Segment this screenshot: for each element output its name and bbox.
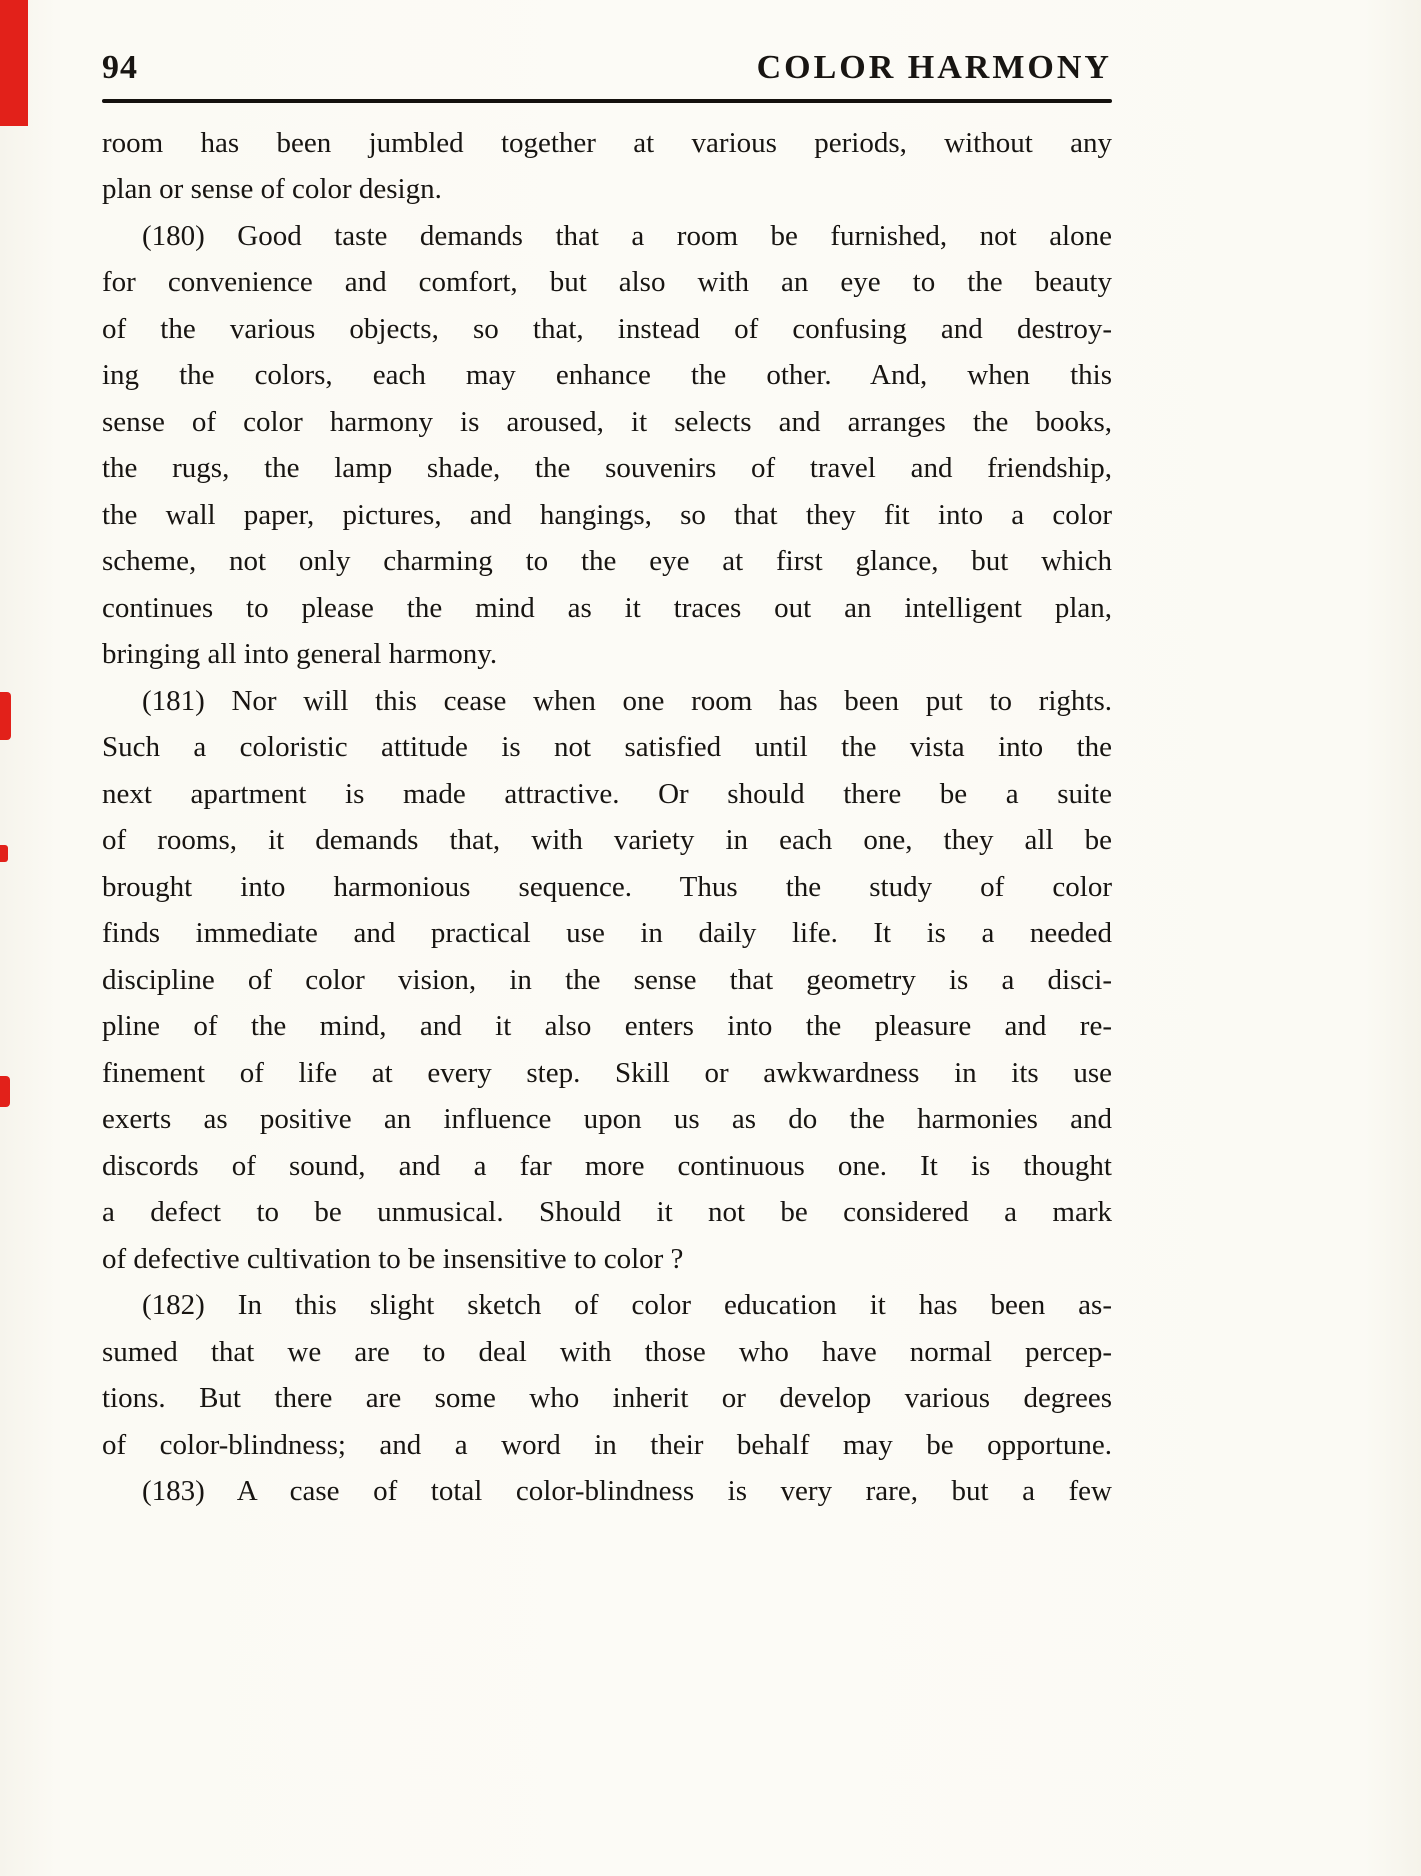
text-line: the wall paper, pictures, and hangings, so that they fit into a color — [102, 498, 1112, 531]
text-line: plan or sense of color design. — [102, 173, 442, 206]
text-line: tions. But there are some who inherit or develop various degrees — [102, 1382, 1112, 1415]
text-line: brought into harmonious sequence. Thus the study of color — [102, 870, 1112, 903]
text-line: (183) A case of total color-blindness is very rare, but a few — [142, 1475, 1112, 1508]
page-number: 94 — [102, 49, 138, 86]
text-line: (180) Good taste demands that a room be furnished, not alone — [142, 219, 1112, 252]
running-header — [102, 48, 1112, 89]
text-line: next apartment is made attractive. Or should there be a suite — [102, 777, 1112, 810]
text-line: (182) In this slight sketch of color education it has been as- — [142, 1289, 1112, 1322]
scan-artifact-red-mark — [0, 692, 11, 740]
text-line: sumed that we are to deal with those who have normal percep- — [102, 1335, 1112, 1368]
text-line: discords of sound, and a far more continuous one. It is thought — [102, 1149, 1112, 1182]
text-line: bringing all into general harmony. — [102, 638, 498, 671]
page-content — [102, 48, 1112, 1515]
text-line: room has been jumbled together at various periods, without any — [102, 126, 1112, 159]
text-line: continues to please the mind as it traces out an intelligent plan, — [102, 591, 1112, 624]
text-line: of the various objects, so that, instead of confusing and destroy- — [102, 312, 1112, 345]
text-line: ing the colors, each may enhance the other. And, when this — [102, 359, 1112, 392]
page-body — [102, 120, 1112, 1515]
text-line: (181) Nor will this cease when one room has been put to rights. — [142, 684, 1112, 717]
text-line: the rugs, the lamp shade, the souvenirs of travel and friendship, — [102, 452, 1112, 485]
text-line: of color-blindness; and a word in their behalf may be opportune. — [102, 1428, 1112, 1461]
text-line: finement of life at every step. Skill or awkwardness in its use — [102, 1056, 1112, 1089]
text-line: exerts as positive an influence upon us as do the harmonies and — [102, 1103, 1112, 1136]
text-line: sense of color harmony is aroused, it selects and arranges the books, — [102, 405, 1112, 438]
text-line: for convenience and comfort, but also with an eye to the beauty — [102, 266, 1112, 299]
scan-artifact-red-mark — [0, 845, 8, 862]
text-line: scheme, not only charming to the eye at first glance, but which — [102, 545, 1112, 578]
text-line: of rooms, it demands that, with variety in each one, they all be — [102, 824, 1112, 857]
scan-artifact-red-mark — [0, 0, 28, 126]
header-rule — [102, 99, 1112, 103]
text-line: finds immediate and practical use in daily life. It is a needed — [102, 917, 1112, 950]
text-line: a defect to be unmusical. Should it not be considered a mark — [102, 1196, 1112, 1229]
text-line: pline of the mind, and it also enters into the pleasure and re- — [102, 1010, 1112, 1043]
text-line: of defective cultivation to be insensitive to color ? — [102, 1242, 684, 1275]
text-line: discipline of color vision, in the sense that geometry is a disci- — [102, 963, 1112, 996]
text-line: Such a coloristic attitude is not satisfied until the vista into the — [102, 731, 1112, 764]
page-title: COLOR HARMONY — [756, 49, 1112, 86]
scan-artifact-red-mark — [0, 1076, 10, 1107]
